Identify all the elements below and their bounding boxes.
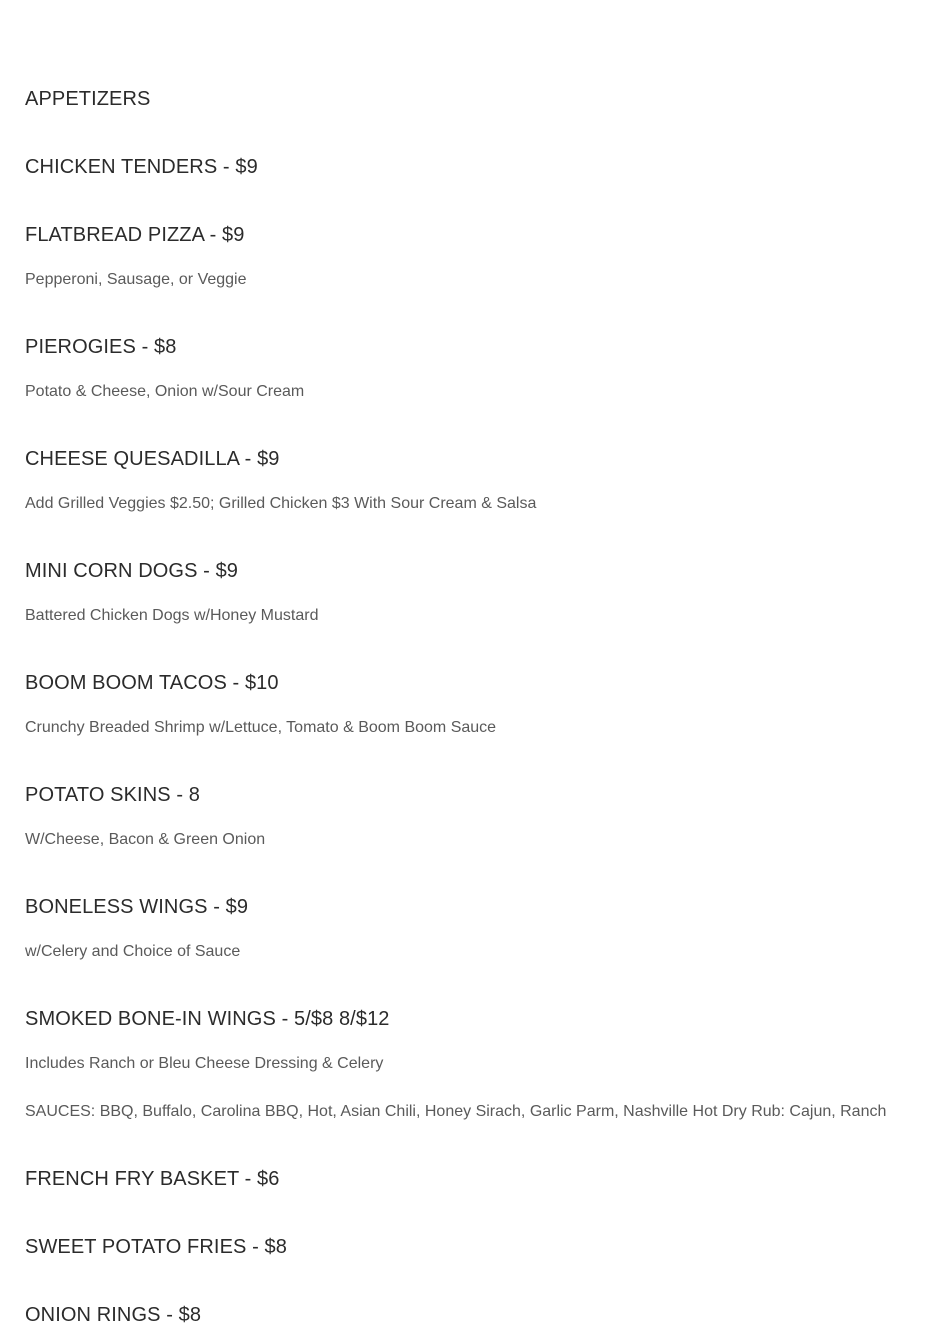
item-title-boom-boom-tacos: BOOM BOOM TACOS - $10 <box>25 672 279 694</box>
item-title-onion-rings: ONION RINGS - $8 <box>25 1304 202 1326</box>
item-desc-potato-skins: W/Cheese, Bacon & Green Onion <box>25 831 266 848</box>
item-title-chicken-tenders: CHICKEN TENDERS - $9 <box>25 156 258 178</box>
item-desc-mini-corn-dogs: Battered Chicken Dogs w/Honey Mustard <box>25 607 319 624</box>
item-title-pierogies: PIEROGIES - $8 <box>25 336 177 358</box>
item-desc-smoked-bone-in-wings: Includes Ranch or Bleu Cheese Dressing & Celery <box>25 1055 384 1072</box>
item-title-smoked-bone-in-wings: SMOKED BONE-IN WINGS - 5/$8 8/$12 <box>25 1008 390 1030</box>
item-note-sauces: SAUCES: BBQ, Buffalo, Carolina BBQ, Hot, Asian Chili, Honey Sirach, Garlic Parm, Nashville Hot Dry Rub: Cajun, Ranch <box>25 1103 887 1120</box>
section-heading: APPETIZERS <box>25 88 151 110</box>
item-desc-pierogies: Potato & Cheese, Onion w/Sour Cream <box>25 383 305 400</box>
item-title-sweet-potato-fries: SWEET POTATO FRIES - $8 <box>25 1236 287 1258</box>
item-title-cheese-quesadilla: CHEESE QUESADILLA - $9 <box>25 448 280 470</box>
item-desc-cheese-quesadilla: Add Grilled Veggies $2.50; Grilled Chicken $3 With Sour Cream & Salsa <box>25 495 537 512</box>
item-desc-flatbread-pizza: Pepperoni, Sausage, or Veggie <box>25 271 247 288</box>
item-title-potato-skins: POTATO SKINS - 8 <box>25 784 200 806</box>
item-title-mini-corn-dogs: MINI CORN DOGS - $9 <box>25 560 239 582</box>
item-desc-boom-boom-tacos: Crunchy Breaded Shrimp w/Lettuce, Tomato & Boom Boom Sauce <box>25 719 497 736</box>
item-title-flatbread-pizza: FLATBREAD PIZZA - $9 <box>25 224 245 246</box>
item-desc-boneless-wings: w/Celery and Choice of Sauce <box>25 943 241 960</box>
item-title-boneless-wings: BONELESS WINGS - $9 <box>25 896 249 918</box>
item-title-french-fry-basket: FRENCH FRY BASKET - $6 <box>25 1168 280 1190</box>
